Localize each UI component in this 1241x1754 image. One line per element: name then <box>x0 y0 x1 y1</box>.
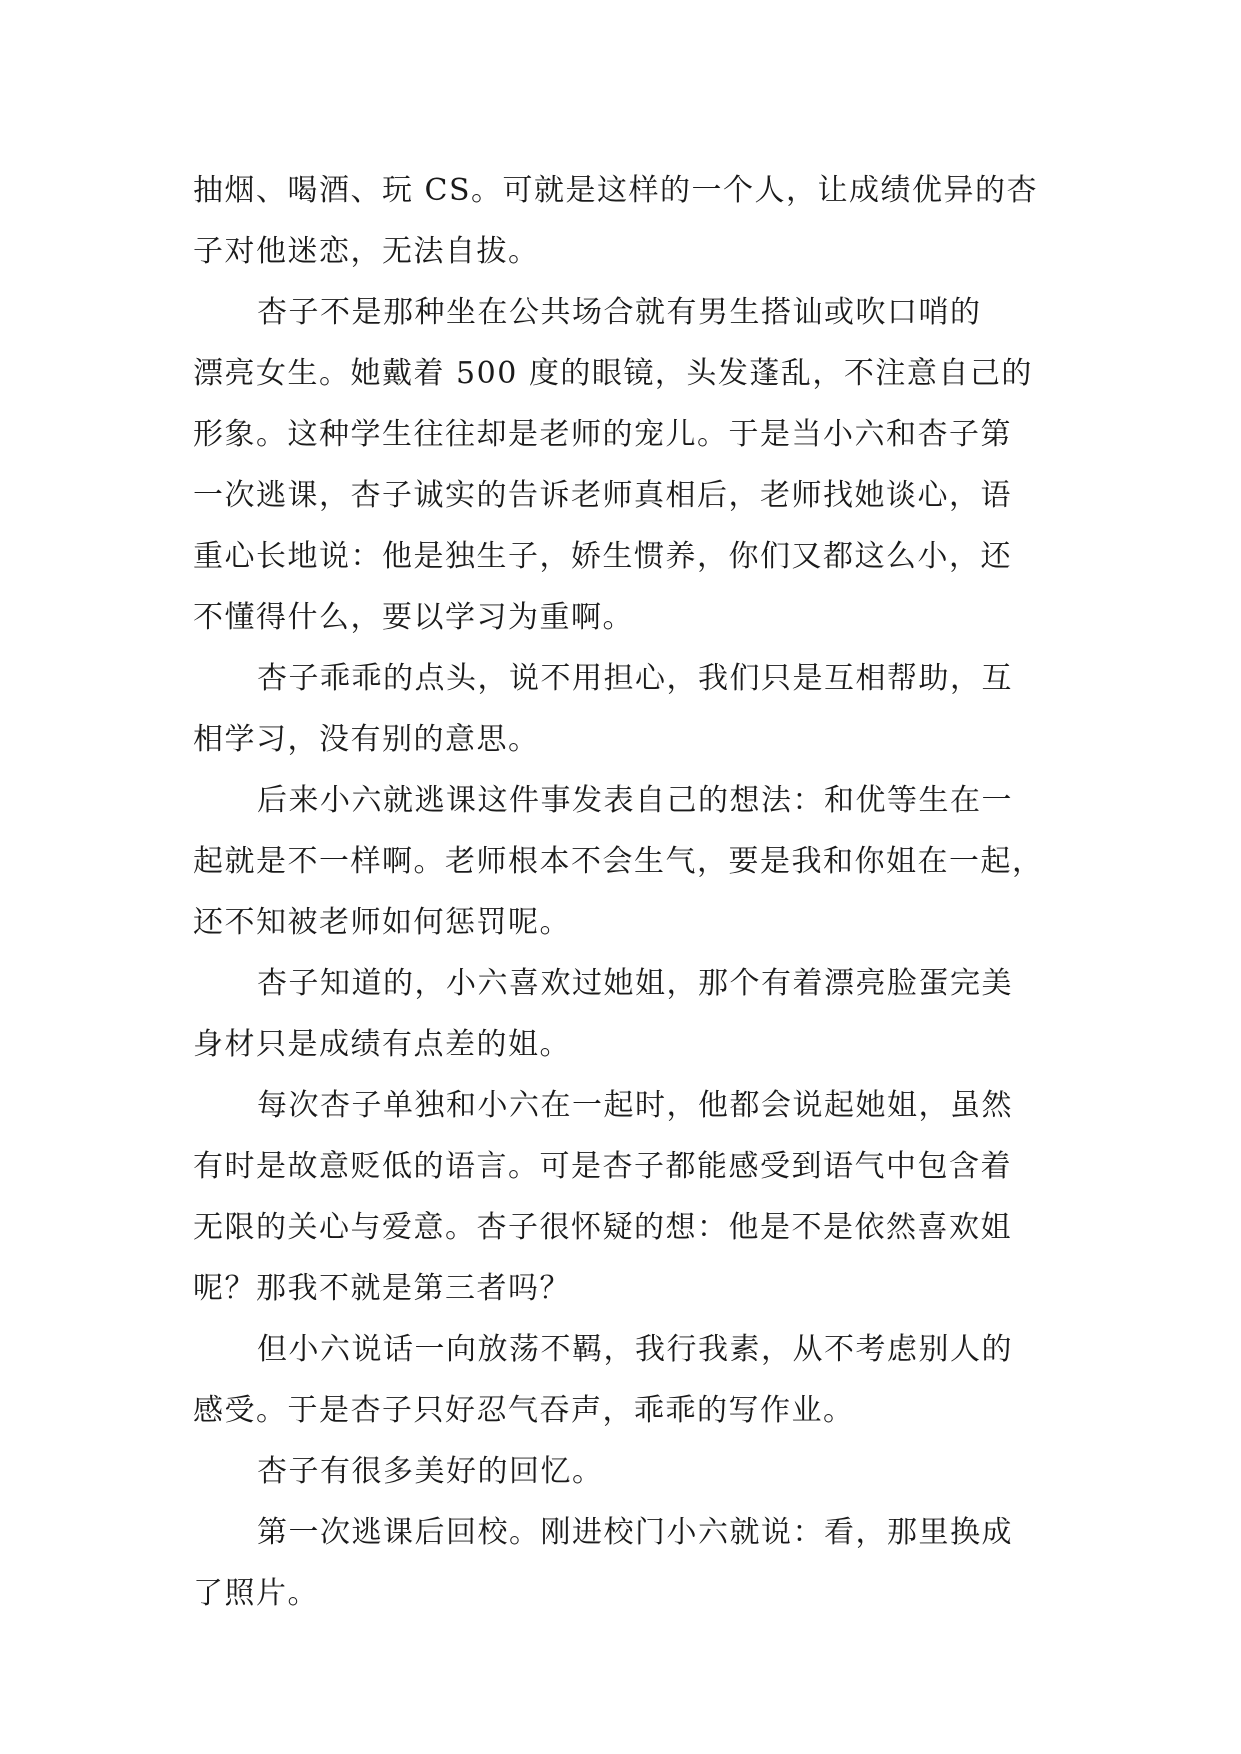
paragraph <box>193 160 1053 282</box>
text-line: 杏子有很多美好的回忆。 <box>257 1454 604 1489</box>
paragraph <box>193 1075 1053 1319</box>
text-line: 杏子不是那种坐在公共场合就有男生搭讪或吹口哨的 <box>257 295 982 330</box>
text-line: 杏子乖乖的点头，说不用担心，我们只是互相帮助，互 <box>257 661 1013 696</box>
text-line: 呢？那我不就是第三者吗？ <box>193 1271 571 1306</box>
paragraph <box>193 1502 1053 1624</box>
paragraph <box>193 1441 1053 1502</box>
text-line: 漂亮女生。她戴着 500 度的眼镜，头发蓬乱，不注意自己的 <box>193 356 1033 391</box>
text-line: 感受。于是杏子只好忍气吞声，乖乖的写作业。 <box>193 1393 855 1428</box>
text-line: 不懂得什么，要以学习为重啊。 <box>193 600 634 635</box>
text-line: 每次杏子单独和小六在一起时，他都会说起她姐，虽然 <box>257 1088 1013 1123</box>
text-line: 后来小六就逃课这件事发表自己的想法：和优等生在一 <box>257 783 1013 818</box>
text-line: 子对他迷恋，无法自拔。 <box>193 234 540 269</box>
text-line: 身材只是成绩有点差的姐。 <box>193 1027 571 1062</box>
text-line: 杏子知道的，小六喜欢过她姐，那个有着漂亮脸蛋完美 <box>257 966 1013 1001</box>
paragraph <box>193 770 1053 953</box>
text-line: 了照片。 <box>193 1576 319 1611</box>
document-body <box>193 160 1053 1624</box>
text-line: 还不知被老师如何惩罚呢。 <box>193 905 571 940</box>
paragraph <box>193 648 1053 770</box>
text-line: 形象。这种学生往往却是老师的宠儿。于是当小六和杏子第 <box>193 417 1012 452</box>
paragraph <box>193 953 1053 1075</box>
text-line: 第一次逃课后回校。刚进校门小六就说：看，那里换成 <box>257 1515 1013 1550</box>
paragraph <box>193 282 1053 648</box>
paragraph <box>193 1319 1053 1441</box>
text-line: 有时是故意贬低的语言。可是杏子都能感受到语气中包含着 <box>193 1149 1012 1184</box>
text-line: 抽烟、喝酒、玩 CS。可就是这样的一个人，让成绩优异的杏 <box>193 173 1039 208</box>
text-line: 一次逃课，杏子诚实的告诉老师真相后，老师找她谈心，语 <box>193 478 1012 513</box>
text-line: 无限的关心与爱意。杏子很怀疑的想：他是不是依然喜欢姐 <box>193 1210 1012 1245</box>
text-line: 相学习，没有别的意思。 <box>193 722 540 757</box>
text-line: 但小六说话一向放荡不羁，我行我素，从不考虑别人的 <box>257 1332 1013 1367</box>
text-line: 重心长地说：他是独生子，娇生惯养，你们又都这么小，还 <box>193 539 1012 574</box>
text-line: 起就是不一样啊。老师根本不会生气，要是我和你姐在一起， <box>193 844 1044 879</box>
